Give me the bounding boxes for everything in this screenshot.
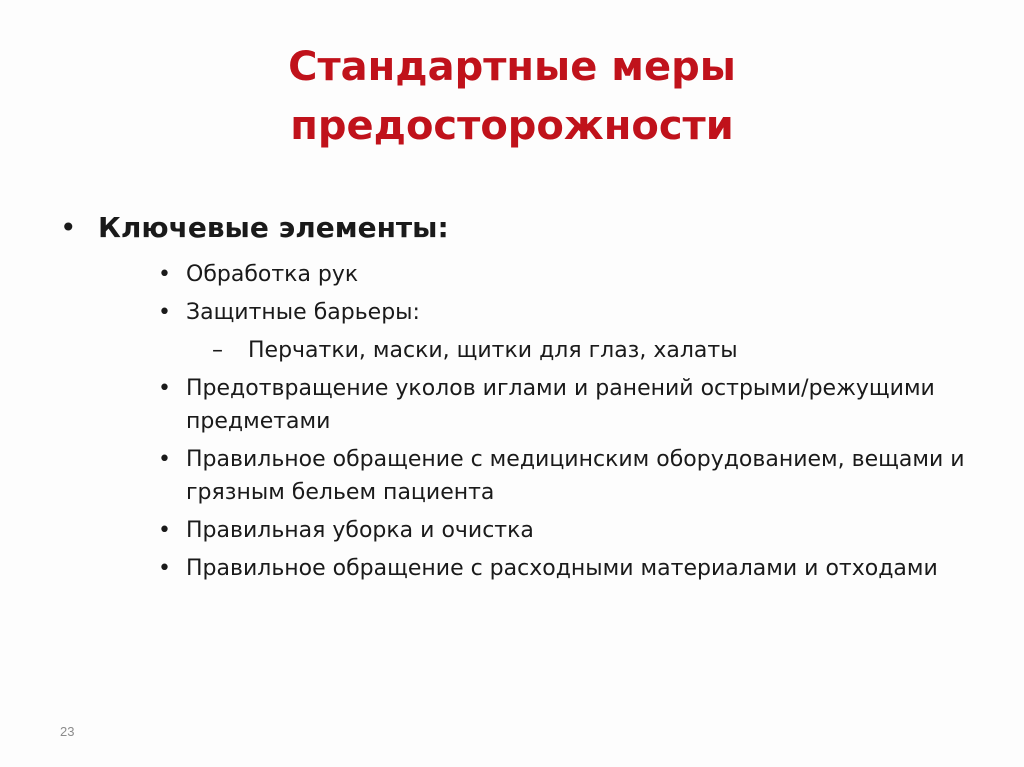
list-item-equipment-handling (158, 443, 978, 509)
bullet-icon: • (158, 556, 171, 581)
key-elements-list (158, 258, 978, 590)
slide-title-line-1: Стандартные меры (288, 44, 736, 90)
bullet-icon: • (158, 518, 171, 543)
list-item-hand-hygiene (158, 258, 978, 291)
list-item-text: Предотвращение уколов иглами и ранений острыми/режущими предметами (186, 376, 935, 434)
list-subitem-protective-equipment (158, 334, 978, 367)
list-item-text: Правильное обращение с расходными материалами и отходами (186, 556, 938, 581)
bullet-icon: • (60, 211, 77, 244)
list-item-protective-barriers (158, 296, 978, 329)
bullet-icon: • (158, 376, 171, 401)
list-item-waste-handling (158, 552, 978, 585)
list-item-needle-injury-prevention (158, 372, 978, 438)
list-item-cleaning (158, 514, 978, 547)
page-number: 23 (60, 724, 75, 739)
slide-title (0, 38, 1024, 156)
dash-icon: – (212, 338, 223, 363)
key-elements-heading (60, 208, 449, 248)
bullet-icon: • (158, 447, 171, 472)
bullet-icon: • (158, 262, 171, 287)
bullet-icon: • (158, 300, 171, 325)
list-item-text: Правильное обращение с медицинским оборудованием, вещами и грязным бельем пациента (186, 447, 965, 505)
list-subitem-text: Перчатки, маски, щитки для глаз, халаты (248, 338, 738, 363)
list-item-text: Обработка рук (186, 262, 359, 287)
key-elements-heading-text: Ключевые элементы: (98, 211, 449, 244)
list-item-text: Правильная уборка и очистка (186, 518, 534, 543)
list-item-text: Защитные барьеры: (186, 300, 420, 325)
slide-title-line-2: предосторожности (290, 103, 734, 149)
